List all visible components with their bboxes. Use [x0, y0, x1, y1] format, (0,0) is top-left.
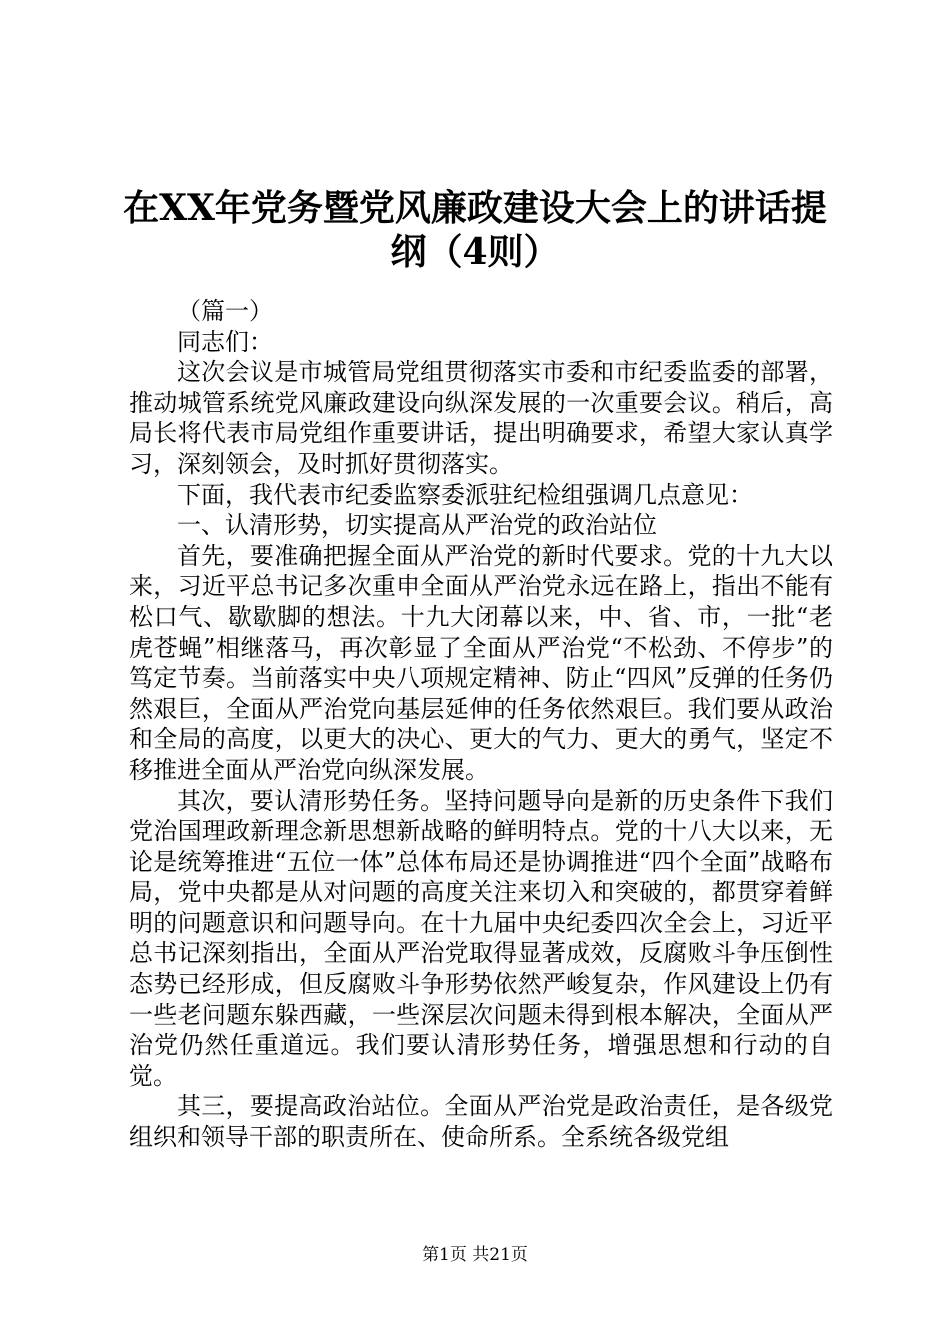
- paragraph: 下面，我代表市纪委监察委派驻纪检组强调几点意见：: [177, 480, 753, 509]
- document-title-line-2: 纲（4则）: [390, 231, 560, 273]
- document-body: [129, 296, 833, 1153]
- salutation: 同志们：: [177, 327, 273, 356]
- paragraph: 其次，要认清形势任务。坚持问题导向是新的历史条件下我们党治国理政新理念新思想新战略的鲜明特点。党的十八大以来，无论是统筹推进“五位一体”总体布局还是协调推进“四个全面”战略布局，党中央都是从对问题的高度关注来切入和突破的，都贯穿着鲜明的问题意识和问题导向。在十九届中央纪委四次全会上，习近平总书记深刻指出，全面从严治党取得显著成效，反腐败斗争压倒性态势已经形成，但反腐败斗争形势依然严峻复杂，作风建设上仍有一些老问题东躲西藏，一些深层次问题未得到根本解决，全面从严治党仍然任重道远。我们要认清形势任务，增强思想和行动的自觉。: [129, 786, 833, 1090]
- paragraph: 这次会议是市城管局党组贯彻落实市委和市纪委监委的部署，推动城管系统党风廉政建设向纵深发展的一次重要会议。稍后，高局长将代表市局党组作重要讲话，提出明确要求，希望大家认真学习，深刻领会，及时抓好贯彻落实。: [129, 358, 833, 478]
- paragraph: 首先，要准确把握全面从严治党的新时代要求。党的十九大以来，习近平总书记多次重申全面从严治党永远在路上，指出不能有松口气、歇歇脚的想法。十九大闭幕以来，中、省、市，一批“老虎苍蝇”相继落马，再次彰显了全面从严治党“不松劲、不停步”的笃定节奏。当前落实中央八项规定精神、防止“四风”反弹的任务仍然艰巨，全面从严治党向基层延伸的任务依然艰巨。我们要从政治和全局的高度，以更大的决心、更大的气力、更大的勇气，坚定不移推进全面从严治党向纵深发展。: [129, 541, 833, 784]
- section-heading: 一、认清形势，切实提高从严治党的政治站位: [177, 511, 657, 540]
- page-footer: 第1页 共21页: [422, 1245, 528, 1265]
- document-title-line-1: 在XX年党务暨党风廉政建设大会上的讲话提: [123, 187, 827, 229]
- section-label: （篇一）: [177, 297, 273, 325]
- paragraph: 其三，要提高政治站位。全面从严治党是政治责任，是各级党组织和领导干部的职责所在、使命所系。全系统各级党组: [129, 1092, 833, 1152]
